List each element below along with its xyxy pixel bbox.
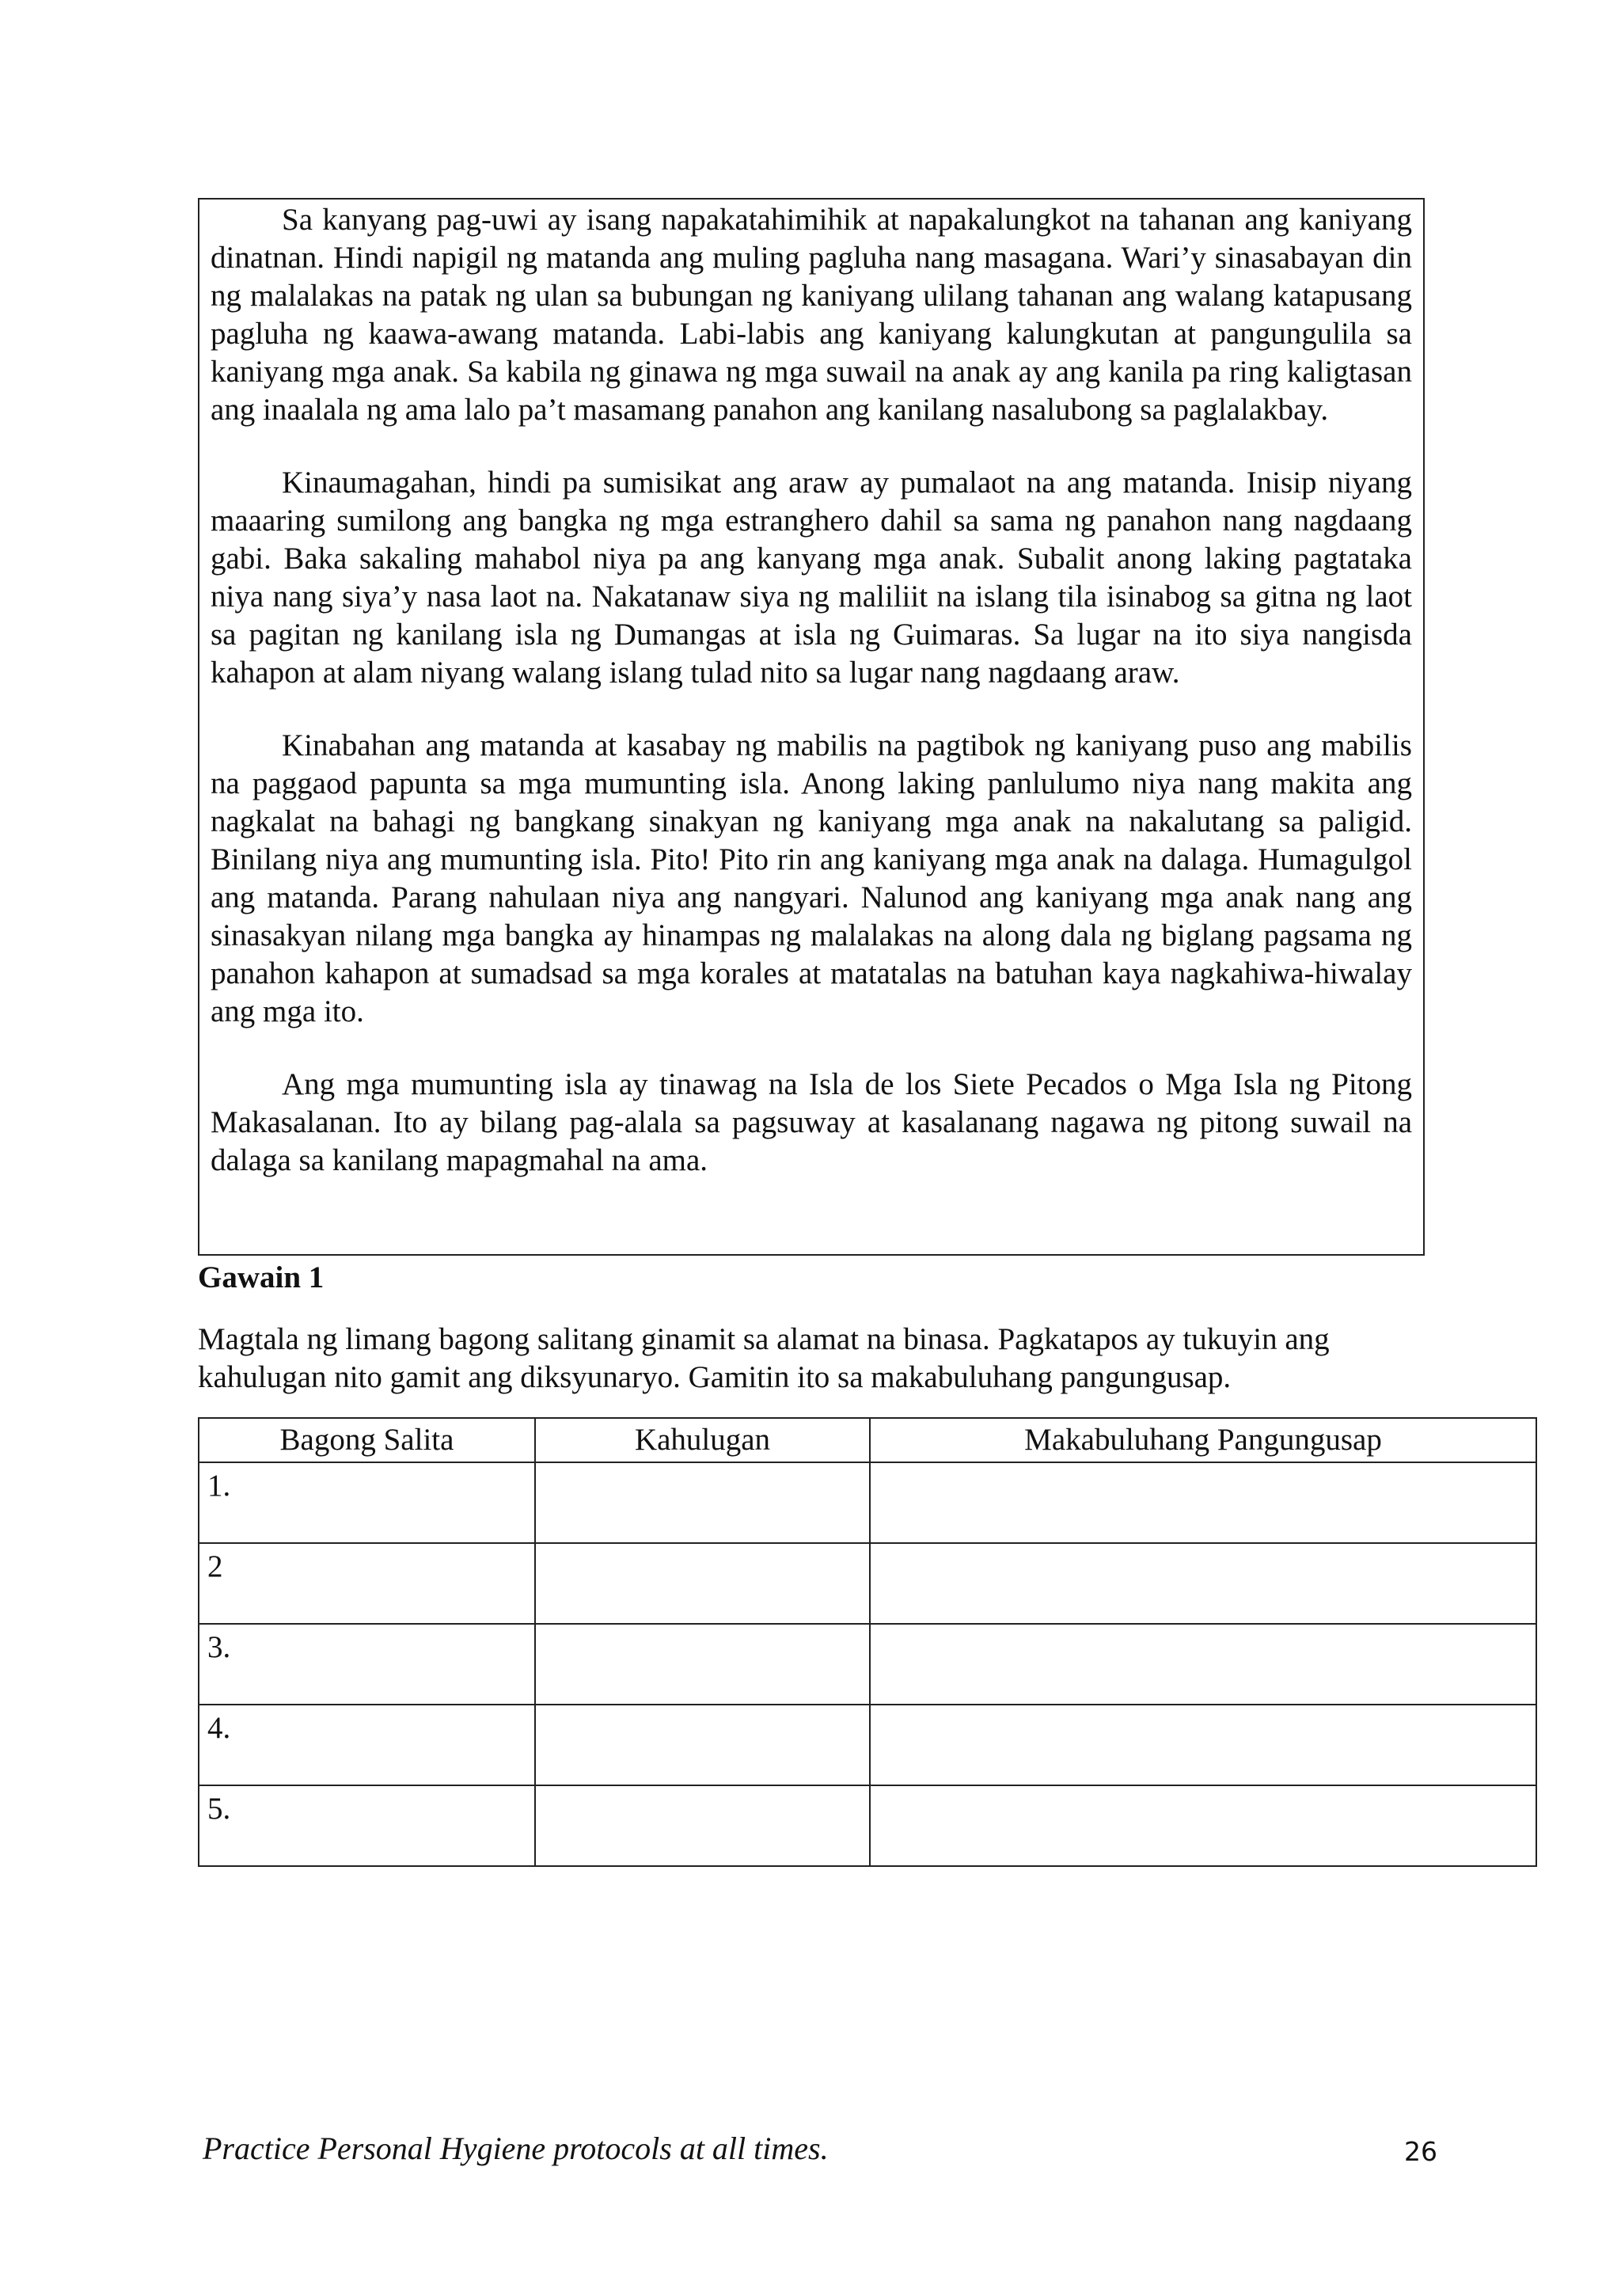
footer-note: Practice Personal Hygiene protocols at all times. [203,2131,829,2166]
story-text-box [198,198,1425,1256]
row-number-cell: 4. [199,1705,535,1785]
pangungusap-cell [870,1705,1536,1785]
table-row [199,1462,1536,1543]
row-number-cell: 5. [199,1785,535,1866]
activity-instructions: Magtala ng limang bagong salitang ginamit sa alamat na binasa. Pagkatapos ay tukuyin ang kahulugan nito gamit ang diksyunaryo. Gamitin ito sa makabuluhang pangungusap. [198,1322,1330,1394]
header-bagong-salita: Bagong Salita [199,1418,535,1462]
kahulugan-cell [535,1543,870,1624]
page-number: 26 [1404,2136,1437,2167]
header-makabuluhang-pangungusap: Makabuluhang Pangungusap [870,1418,1536,1462]
header-kahulugan: Kahulugan [535,1418,870,1462]
story-paragraph: Sa kanyang pag-uwi ay isang napakatahimihik at napakalungkot na tahanan ang kaniyang dinatnan. Hindi napigil ng matanda ang muling pagluha nang masagana. Wari’y sinasabayan din ng malalakas na patak ng ulan sa bubungan ng kaniyang ulilang tahanan ang walang katapusang pagluha ng kaawa-awang matanda. Labi-labis ang kaniyang kalungkutan at pangungulila sa kaniyang mga anak. Sa kabila ng ginawa ng mga suwail na anak ay ang kanila pa ring kaligtasan ang inaalala ng ama lalo pa’t masamang panahon ang kanilang nasalubong sa paglalakbay. [211,203,1412,427]
story-paragraph: Kinaumagahan, hindi pa sumisikat ang araw ay pumalaot na ang matanda. Inisip niyang maaaring sumilong ang bangka ng mga estranghero dahil sa sama ng panahon nang nagdaang gabi. Baka sakaling mahabol niya pa ang kanyang mga anak. Subalit anong laking pagtataka niya nang siya’y nasa laot na. Nakatanaw siya ng maliliit na islang tila isinabog sa gitna ng laot sa pagitan ng kanilang isla ng Dumangas at isla ng Guimaras. Sa lugar na ito siya nangisda kahapon at alam niyang walang islang tulad nito sa lugar nang nagdaang araw. [211,466,1412,690]
story-paragraph: Kinabahan ang matanda at kasabay ng mabilis na pagtibok ng kaniyang puso ang mabilis na paggaod papunta sa mga mumunting isla. Anong laking panlulumo niya nang makita ang nagkalat na bahagi ng bangkang sinakyan ng kaniyang mga anak na nakalutang sa paligid. Binilang niya ang mumunting isla. Pito! Pito rin ang kaniyang mga anak na dalaga. Humagulgol ang matanda. Parang nahulaan niya ang nangyari. Nalunod ang kaniyang mga anak nang ang sinasakyan nilang mga bangka ay hinampas ng malalakas na along dala ng biglang pagsama ng panahon kahapon at sumadsad sa mga korales at matatalas na batuhan kaya nagkahiwa-hiwalay ang mga ito. [211,728,1412,1028]
kahulugan-cell [535,1785,870,1866]
table-row [199,1543,1536,1624]
table-header-row [199,1418,1536,1462]
table-row [199,1785,1536,1866]
pangungusap-cell [870,1785,1536,1866]
story-paragraph: Ang mga mumunting isla ay tinawag na Isla de los Siete Pecados o Mga Isla ng Pitong Makasalanan. Ito ay bilang pag-alala sa pagsuway at kasalanang nagawa ng pitong suwail na dalaga sa kanilang mapagmahal na ama. [211,1067,1412,1177]
kahulugan-cell [535,1705,870,1785]
table-row [199,1624,1536,1705]
kahulugan-cell [535,1624,870,1705]
table-row [199,1705,1536,1785]
row-number-cell: 3. [199,1624,535,1705]
kahulugan-cell [535,1462,870,1543]
vocabulary-table [198,1417,1537,1867]
row-number-cell: 2 [199,1543,535,1624]
pangungusap-cell [870,1462,1536,1543]
row-number-cell: 1. [199,1462,535,1543]
activity-title: Gawain 1 [198,1260,325,1294]
pangungusap-cell [870,1624,1536,1705]
pangungusap-cell [870,1543,1536,1624]
